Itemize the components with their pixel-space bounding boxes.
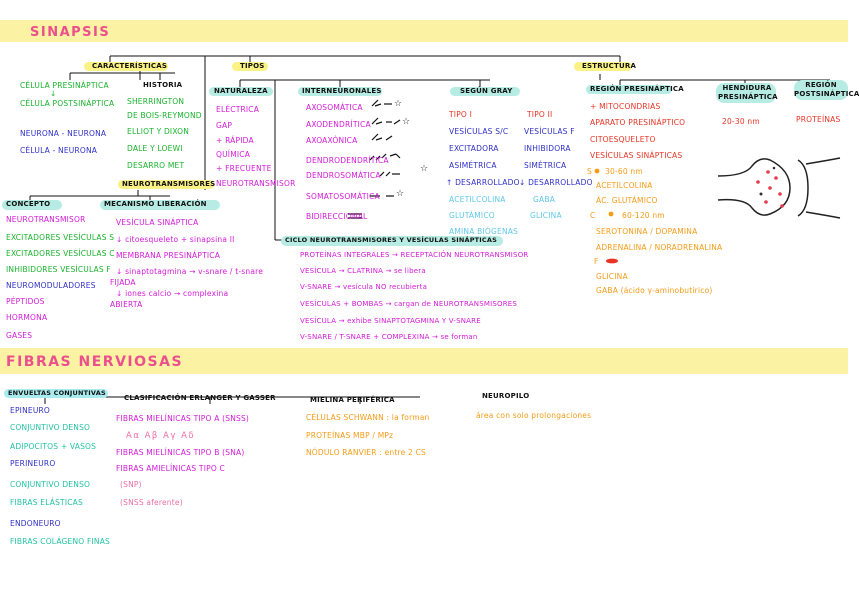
tipo2-3: SIMÉTRICA — [524, 161, 567, 170]
star-icon: ☆ — [420, 164, 429, 174]
ciclo-header: CICLO NEUROTRANSMISORES Y VESÍCULAS SINÁPTICAS — [285, 236, 497, 244]
mielina-1: PROTEÍNAS MBP / MPz — [306, 431, 394, 440]
caracteristicas-left-2: NEURONA - NEURONA — [20, 129, 107, 138]
caracteristicas-header: CARACTERÍSTICAS — [92, 62, 168, 70]
caracteristicas-left-3: CÉLULA - NEURONA — [20, 146, 98, 155]
mecanismo-5: ↓ iones calcio → complexina — [116, 289, 229, 298]
ciclo-1: VESÍCULA → CLATRINA → se libera — [300, 267, 426, 275]
interneuronales-header: INTERNEURONALES — [302, 87, 382, 95]
presinaptica-1: APARATO PRESINÁPTICO — [590, 118, 686, 127]
historia-2: ELLIOT Y DIXON — [127, 127, 190, 136]
vesicula-glutamico: ÁC. GLUTÁMICO — [596, 196, 658, 205]
tipo2-6: GLICINA — [530, 211, 562, 220]
synapse-drawing — [718, 158, 840, 218]
ciclo-0: PROTEÍNAS INTEGRALES → RECEPTACIÓN NEUROTRANSMISOR — [300, 251, 529, 259]
estructura-lista-2: F — [594, 257, 599, 266]
mecanismo-2: MEMBRANA PRESINÁPTICA — [116, 251, 221, 260]
interneuronales-1: AXODENDRÍTICA — [306, 120, 371, 129]
concepto-6: HORMONA — [6, 313, 48, 322]
tipos-header: TIPOS — [240, 62, 265, 70]
neuropilo-header: NEUROPILO — [482, 392, 530, 400]
erlanger-0: FIBRAS MIELÍNICAS TIPO A (SNSS) — [116, 414, 250, 423]
tipo1-6: GLUTÁMICO — [449, 211, 495, 220]
interneuronales-3: DENDRODENDRÍTICA — [306, 156, 389, 165]
envueltas-7: FIBRAS COLÁGENO FINAS — [10, 537, 111, 546]
erlanger-4: (SNP) — [120, 480, 142, 489]
segun-gray-header: SEGÚN GRAY — [460, 87, 513, 95]
envueltas-5: FIBRAS ELÁSTICAS — [10, 498, 83, 507]
tipo2-5: GABA — [533, 195, 556, 204]
tipo1-3: ASIMÉTRICA — [449, 161, 497, 170]
tipo1-7: AMINA BIÓGENAS — [449, 227, 519, 236]
vesicula-s-label: S — [587, 167, 592, 176]
naturaleza-0: ELÉCTRICA — [216, 105, 260, 114]
tipo1-1: VESÍCULAS S/C — [449, 127, 509, 136]
interneuronales-5: SOMATOSOMÁTICA — [306, 192, 380, 201]
vesicula-c-label: C — [590, 211, 596, 220]
presinaptica-0: + MITOCONDRIAS — [590, 102, 661, 111]
historia-1: DE BOIS-REYMOND — [127, 111, 202, 120]
tipo2-1: VESÍCULAS F — [524, 127, 575, 136]
tipo1-4: ↑ DESARROLLADO — [446, 178, 520, 187]
concepto-4: NEUROMODULADORES — [6, 281, 96, 290]
caracteristicas-left-1: CÉLULA POSTSINÁPTICA — [20, 99, 115, 108]
mecanismo-3: ↓ sinaptotagmina → v-snare / t-snare — [116, 267, 264, 276]
interneuronales-4: DENDROSOMÁTICA — [306, 171, 381, 180]
presinaptica-3: VESÍCULAS SINÁPTICAS — [590, 151, 683, 160]
historia-header: HISTORIA — [143, 81, 183, 89]
mecanismo-4: FIJADA — [110, 278, 136, 287]
interneuronales-6: BIDIRECCIONAL — [306, 212, 368, 221]
envueltas-3: PERINEURO — [10, 459, 56, 468]
vesicula-s-value: 30-60 nm — [605, 167, 643, 176]
erlanger-3: FIBRAS AMIELÍNICAS TIPO C — [116, 464, 225, 473]
star-icon: ☆ — [402, 117, 411, 127]
concepto-3: INHIBIDORES VESÍCULAS F — [6, 265, 111, 274]
presinaptica-header: REGIÓN PRESINÁPTICA — [590, 85, 684, 93]
envueltas-header: ENVUELTAS CONJUNTIVAS — [8, 389, 106, 397]
mecanismo-0: VESÍCULA SINÁPTICA — [116, 218, 199, 227]
naturaleza-2: + RÁPIDA — [216, 136, 254, 145]
historia-3: DALE Y LOEWI — [127, 144, 183, 153]
envueltas-2: ADIPOCITOS + VASOS — [10, 442, 97, 451]
ciclo-4: VESÍCULA → exhibe SINAPTOTAGMINA Y V-SNARE — [300, 317, 481, 325]
tipo2-4: ↓ DESARROLLADO — [519, 178, 593, 187]
estructura-lista-0: SEROTONINA / DOPAMINA — [596, 227, 698, 236]
vesicula-c-value: 60-120 nm — [622, 211, 665, 220]
tipo2-2: INHIBIDORA — [524, 144, 571, 153]
concepto-7: GASES — [6, 331, 33, 340]
caracteristicas-left-0: CÉLULA PRESINÁPTICA — [20, 81, 109, 90]
vesicula-acetilcolina: ACETILCOLINA — [596, 181, 653, 190]
naturaleza-5: NEUROTRANSMISOR — [216, 179, 296, 188]
mecanismo-header: MECANISMO LIBERACIÓN — [104, 200, 207, 208]
envueltas-6: ENDONEURO — [10, 519, 61, 528]
concepto-header: CONCEPTO — [6, 200, 51, 208]
star-icon: ☆ — [396, 189, 405, 199]
envueltas-0: EPINEURO — [10, 406, 51, 415]
hendidura-header: HENDIDURA PRESINÁPTICA — [718, 84, 778, 102]
mielina-header: MIELINA PERIFÉRICA — [310, 396, 395, 404]
estructura-lista-4: GABA (ácido γ-aminobutírico) — [596, 286, 713, 295]
envueltas-4: CONJUNTIVO DENSO — [10, 480, 91, 489]
down-arrow: ↓ — [50, 89, 57, 98]
mecanismo-6: ABIERTA — [110, 300, 143, 309]
envueltas-1: CONJUNTIVO DENSO — [10, 423, 91, 432]
interneuronales-2: AXOAXÓNICA — [306, 136, 358, 145]
naturaleza-header: NATURALEZA — [214, 87, 268, 95]
tipo2-0: TIPO II — [527, 110, 553, 119]
historia-4: DESARRO MET — [127, 161, 185, 170]
postsinaptica-value: PROTEÍNAS — [796, 115, 841, 124]
estructura-lista-3: GLICINA — [596, 272, 628, 281]
mielina-2: NÓDULO RANVIER : entre 2 CS — [306, 448, 426, 457]
estructura-header: ESTRUCTURA — [582, 62, 637, 70]
ciclo-2: V-SNARE → vesícula NO recubierta — [300, 283, 428, 291]
erlanger-1: Aα Aβ Aγ Aδ — [126, 431, 196, 441]
presinaptica-2: CITOESQUELETO — [590, 135, 656, 144]
neurotransmisores-header: NEUROTRANSMISORES — [122, 180, 216, 188]
sinapsis-title: SINAPSIS — [30, 25, 111, 40]
naturaleza-3: QUÍMICA — [216, 150, 251, 159]
ciclo-5: V-SNARE / T-SNARE + COMPLEXINA → se forman — [300, 333, 478, 341]
tipo1-0: TIPO I — [449, 110, 473, 119]
naturaleza-4: + FRECUENTE — [216, 164, 272, 173]
mecanismo-1: ↓ citoesqueleto + sinapsina II — [116, 235, 235, 244]
concepto-5: PÉPTIDOS — [6, 297, 45, 306]
concepto-1: EXCITADORES VESÍCULAS S — [6, 233, 115, 242]
estructura-lista-1: ADRENALINA / NORADRENALINA — [596, 243, 723, 252]
erlanger-5: (SNSS aferente) — [120, 498, 183, 507]
erlanger-header: CLASIFICACIÓN ERLANGER Y GASSER — [124, 394, 276, 402]
historia-0: SHERRINGTON — [127, 97, 185, 106]
interneuronales-0: AXOSOMÁTICA — [306, 103, 363, 112]
ciclo-3: VESÍCULAS + BOMBAS → cargan de NEUROTRANSMISORES — [300, 300, 518, 308]
mielina-0: CÉLULAS SCHWANN : la forman — [306, 413, 430, 422]
postsinaptica-header: REGIÓN POSTSINÁPTICA — [794, 81, 859, 99]
star-icon: ☆ — [394, 99, 403, 109]
hendidura-value: 20-30 nm — [722, 117, 760, 126]
tipo1-2: EXCITADORA — [449, 144, 499, 153]
tipo1-5: ACETILCOLINA — [449, 195, 506, 204]
neuropilo-text: área con solo prolongaciones — [476, 411, 592, 420]
naturaleza-1: GAP — [216, 121, 233, 130]
fibras-title: FIBRAS NERVIOSAS — [6, 354, 184, 370]
concepto-2: EXCITADORES VESÍCULAS C — [6, 249, 115, 258]
erlanger-2: FIBRAS MIELÍNICAS TIPO B (SNA) — [116, 448, 245, 457]
concepto-0: NEUROTRANSMISOR — [6, 215, 86, 224]
